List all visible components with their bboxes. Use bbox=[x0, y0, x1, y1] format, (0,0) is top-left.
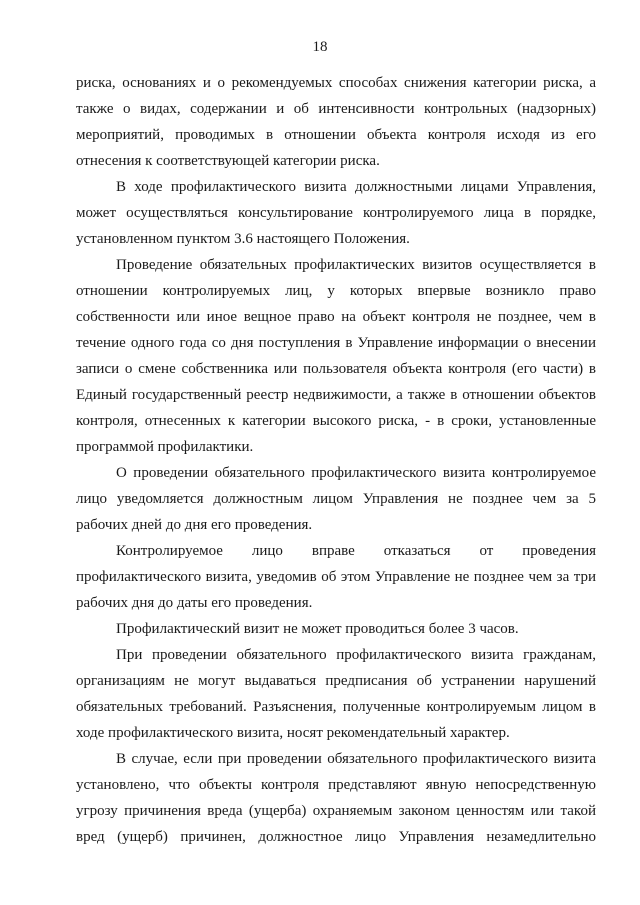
paragraph-no-orders: При проведении обязательного профилактического визита гражданам, организациям не могут выдаваться предписания об устранении нарушений обязательных требований. Разъяснения, полученные контролируемым лицом в ходе профилактического визита, носят рекомендательный характер. bbox=[76, 647, 596, 741]
paragraph-notification: О проведении обязательного профилактического визита контролируемое лицо уведомляется должностным лицом Управления не позднее чем за 5 рабочих дней до дня его проведения. bbox=[76, 465, 596, 533]
document-body bbox=[76, 70, 596, 850]
page-number: 18 bbox=[312, 39, 328, 55]
paragraph-mandatory-visits: Проведение обязательных профилактических визитов осуществляется в отношении контролируемых лиц, у которых впервые возникло право собственности или иное вещное право на объект контроля не позднее, чем в течение одного года со дня поступления в Управление информации о внесении записи о смене собственника или пользователя объекта контроля (его части) в Единый государственный реестр недвижимости, а также в отношении объектов контроля, отнесенных к категории высокого риска, - в сроки, установленные программой профилактики. bbox=[76, 257, 596, 455]
paragraph-refusal: Контролируемое лицо вправе отказаться от проведения профилактического визита, уведомив об этом Управление не позднее чем за три рабочих дня до даты его проведения. bbox=[76, 543, 596, 611]
paragraph-immediate-threat: В случае, если при проведении обязательного профилактического визита установлено, что объекты контроля представляют явную непосредственную угрозу причинения вреда (ущерба) охраняемым законом ценностям или такой вред (ущерб) причинен, должностное лицо Управления незамедлительно bbox=[76, 751, 596, 845]
paragraph-duration: Профилактический визит не может проводиться более 3 часов. bbox=[116, 621, 519, 637]
paragraph-consultation: В ходе профилактического визита должностными лицами Управления, может осуществляться консультирование контролируемого лица в порядке, установленном пунктом 3.6 настоящего Положения. bbox=[76, 179, 596, 247]
paragraph-continuation: риска, основаниях и о рекомендуемых способах снижения категории риска, а также о видах, содержании и об интенсивности контрольных (надзорных) мероприятий, проводимых в отношении объекта контроля исходя из его отнесения к соответствующей категории риска. bbox=[76, 75, 596, 169]
